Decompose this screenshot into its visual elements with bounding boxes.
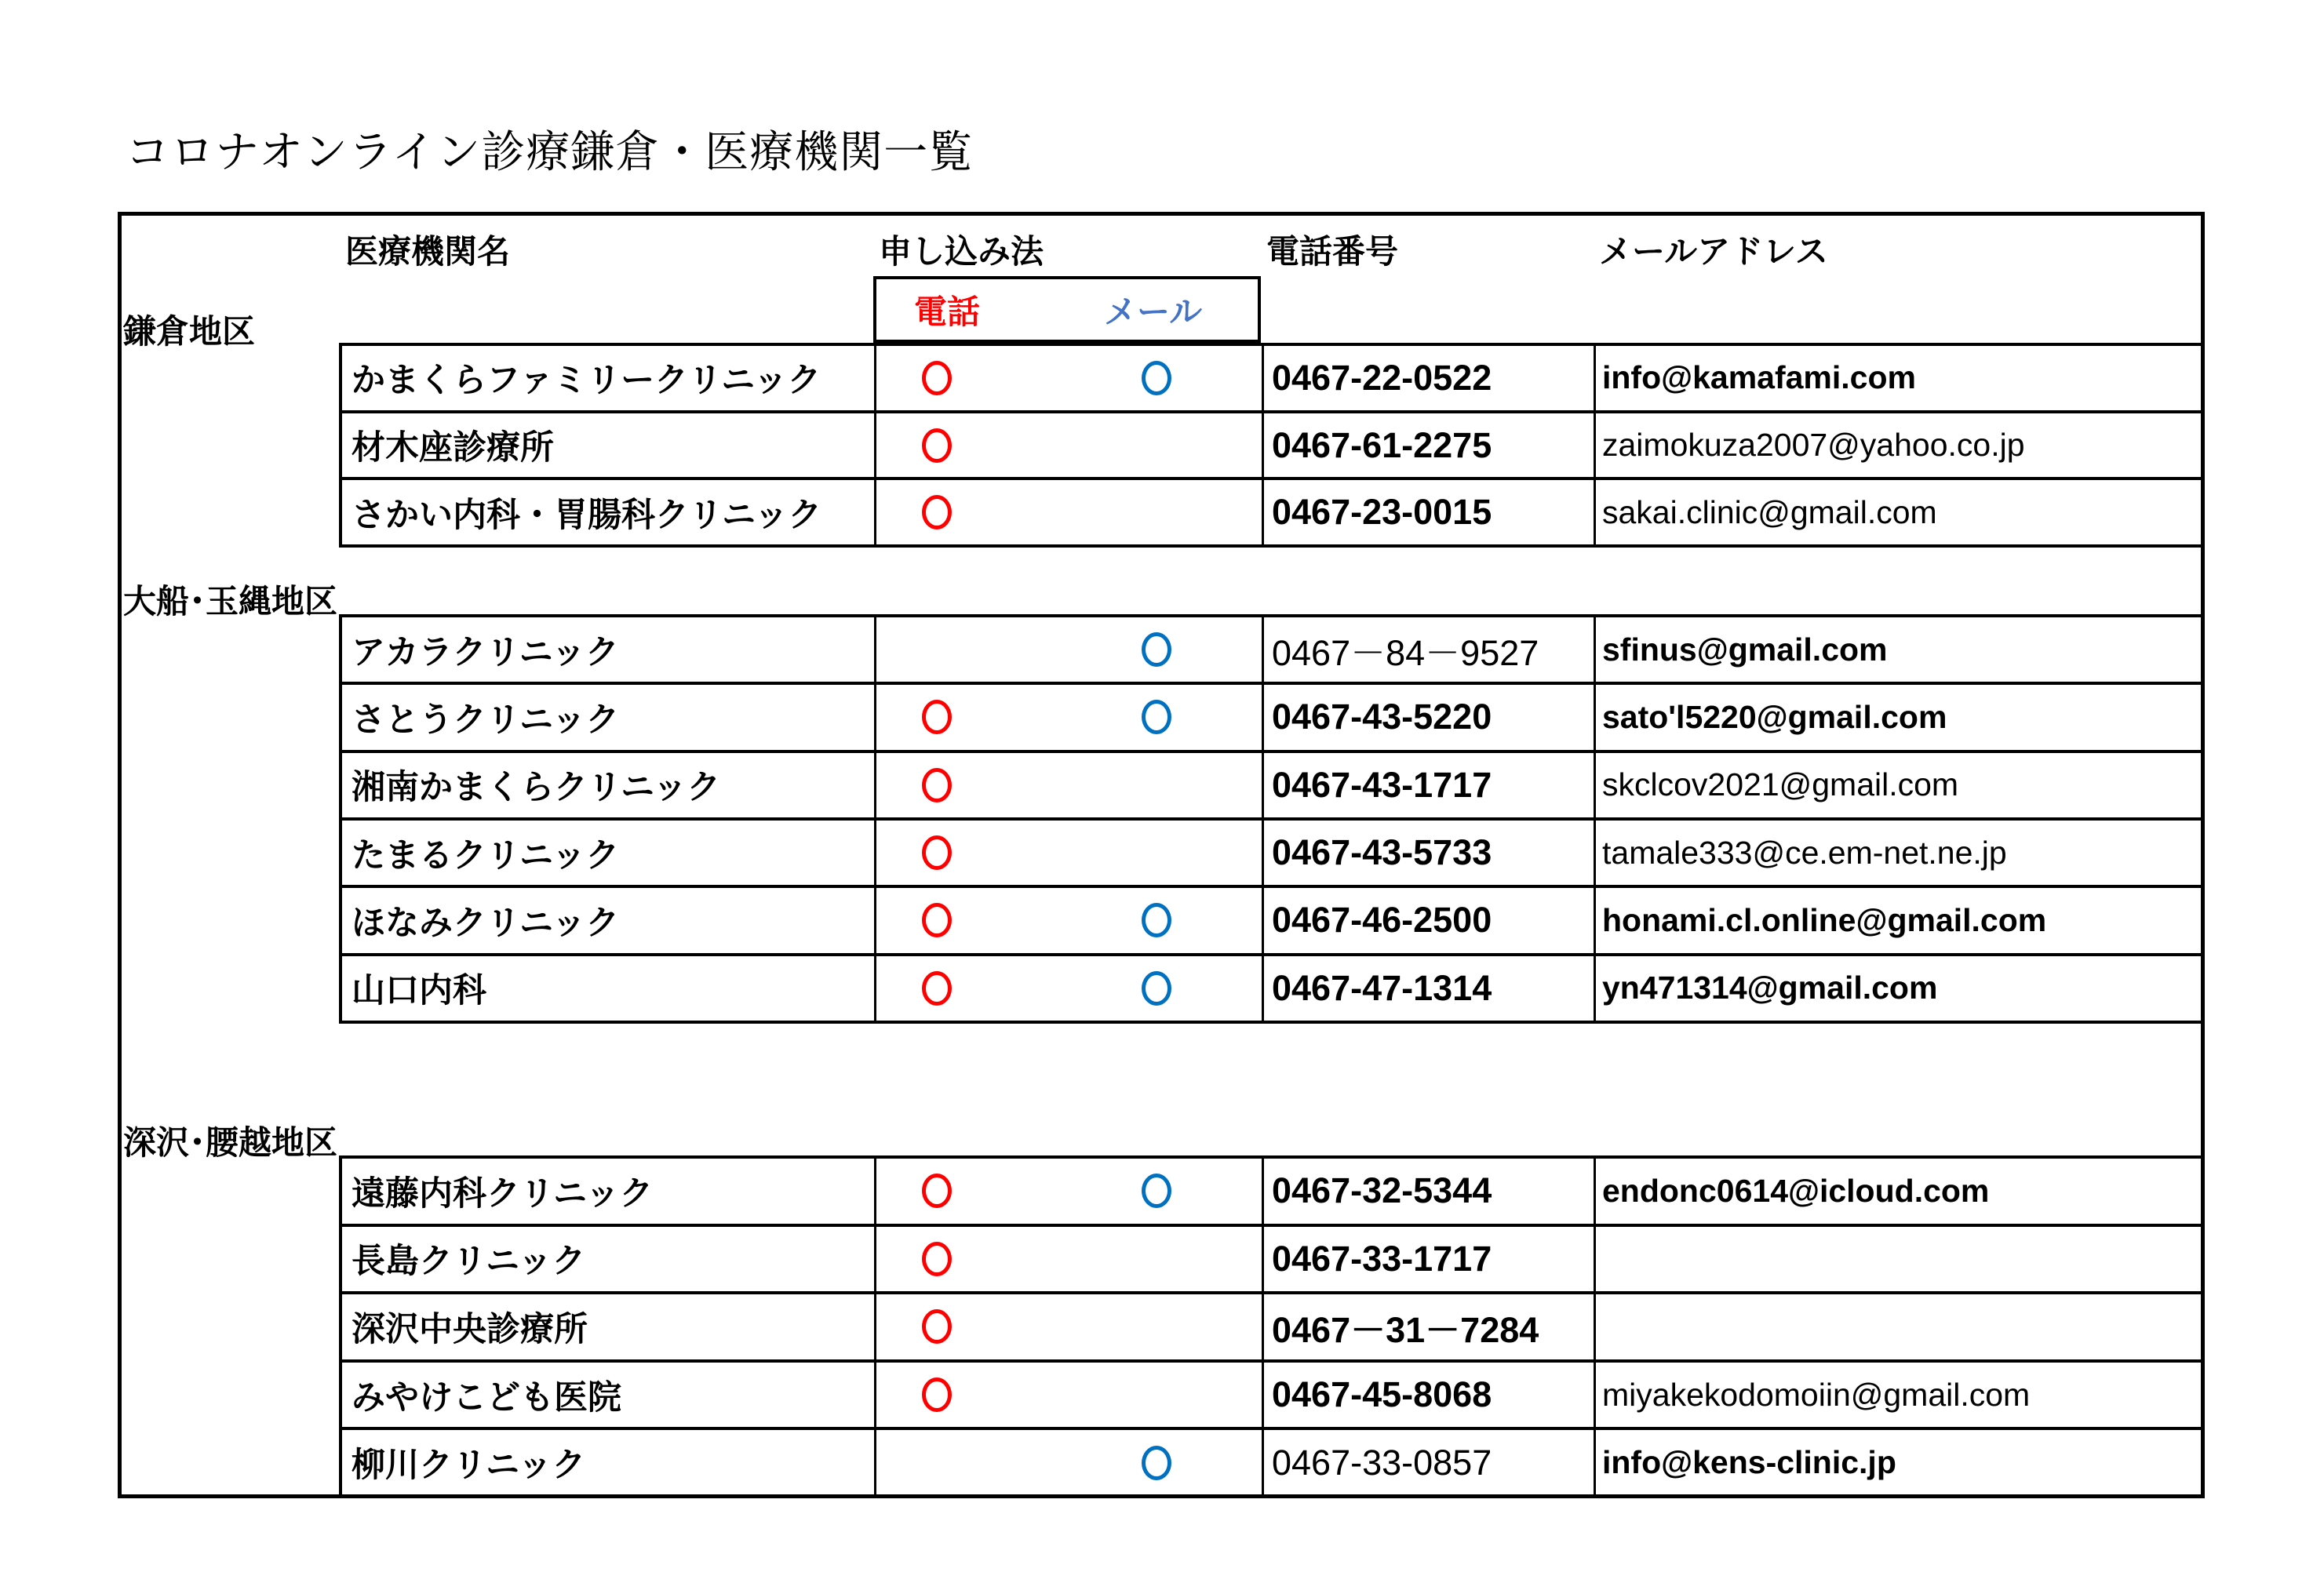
email-address [1596, 1227, 2202, 1292]
email-address: sfinus@gmail.com [1602, 631, 1888, 668]
section-kamakura-rows [339, 343, 2205, 548]
application-method-cell [876, 821, 1264, 885]
clinic-name: みやけこども医院 [342, 1363, 876, 1428]
clinic-name: 材木座診療所 [342, 413, 876, 478]
table-row [342, 1224, 2202, 1292]
phone-available-circle-mark [922, 495, 952, 529]
application-method-cell [876, 888, 1264, 952]
column-header-phone-number: 電話番号 [1266, 233, 1399, 270]
phone-available-circle-mark [922, 1174, 952, 1208]
email-address: tamale333@ce.em-net.ne.jp [1602, 834, 2007, 871]
email-address: honami.cl.online@gmail.com [1602, 901, 2047, 938]
region-label-fukasawa-koshigoe: 深沢･腰越地区 [123, 1124, 338, 1161]
table-row [342, 885, 2202, 952]
phone-number: 0467-23-0015 [1264, 480, 1596, 544]
application-method-cell [876, 480, 1264, 544]
phone-available-circle-mark [922, 1309, 952, 1344]
phone-number: 0467－31－7284 [1264, 1294, 1596, 1359]
phone-number: 0467-45-8068 [1264, 1363, 1596, 1428]
mail-available-circle-mark [1142, 971, 1171, 1006]
phone-available-circle-mark [922, 903, 952, 937]
mail-available-circle-mark [1142, 1174, 1171, 1208]
email-address: info@kamafami.com [1602, 359, 1916, 396]
clinic-name: ほなみクリニック [342, 888, 876, 952]
application-method-cell [876, 413, 1264, 478]
phone-available-circle-mark [922, 700, 952, 734]
phone-number: 0467-33-1717 [1264, 1227, 1596, 1292]
phone-number: 0467-46-2500 [1264, 888, 1596, 952]
phone-available-circle-mark [922, 1377, 952, 1412]
table-row [342, 1427, 2202, 1495]
phone-number: 0467-43-1717 [1264, 753, 1596, 817]
application-method-cell [876, 753, 1264, 817]
column-header-application-method: 申し込み法 [879, 233, 1044, 270]
email-address: sato'l5220@gmail.com [1602, 698, 1947, 735]
table-row [342, 953, 2202, 1021]
email-address [1596, 1294, 2202, 1359]
application-method-cell [876, 1430, 1264, 1495]
clinic-name: 山口内科 [342, 956, 876, 1021]
application-method-cell [876, 1159, 1264, 1224]
subheader-mail-label: メール [1104, 293, 1203, 330]
clinic-name: かまくらファミリークリニック [342, 346, 876, 410]
region-label-ofuna-tamanawa: 大船･玉縄地区 [123, 583, 338, 620]
phone-number: 0467-43-5733 [1264, 821, 1596, 885]
clinic-name: 遠藤内科クリニック [342, 1159, 876, 1224]
phone-number: 0467-47-1314 [1264, 956, 1596, 1021]
table-row [342, 682, 2202, 749]
application-method-cell [876, 1294, 1264, 1359]
column-header-institution-name: 医療機関名 [345, 233, 511, 270]
clinic-name: 湘南かまくらクリニック [342, 753, 876, 817]
phone-number: 0467－84－9527 [1264, 617, 1596, 682]
phone-available-circle-mark [922, 768, 952, 802]
region-label-kamakura: 鎌倉地区 [123, 313, 256, 350]
application-method-cell [876, 1227, 1264, 1292]
phone-number: 0467-33-0857 [1264, 1430, 1596, 1495]
table-row [342, 1359, 2202, 1428]
mail-available-circle-mark [1142, 1446, 1171, 1480]
phone-available-circle-mark [922, 835, 952, 870]
email-address: skclcov2021@gmail.com [1602, 766, 1959, 803]
application-method-cell [876, 346, 1264, 410]
table-row [342, 617, 2202, 682]
phone-available-circle-mark [922, 428, 952, 463]
phone-available-circle-mark [922, 1242, 952, 1276]
phone-available-circle-mark [922, 361, 952, 395]
phone-number: 0467-43-5220 [1264, 685, 1596, 749]
clinic-name: たまるクリニック [342, 821, 876, 885]
subheader-phone-label: 電話 [914, 293, 981, 330]
application-method-cell [876, 617, 1264, 682]
clinic-name: 柳川クリニック [342, 1430, 876, 1495]
mail-available-circle-mark [1142, 903, 1171, 937]
application-method-cell [876, 956, 1264, 1021]
section-ofuna-tamanawa-rows [339, 614, 2205, 1024]
clinic-name: さかい内科・胃腸科クリニック [342, 480, 876, 544]
email-address: info@kens-clinic.jp [1602, 1444, 1896, 1481]
table-row [342, 346, 2202, 410]
email-address: miyakekodomoiin@gmail.com [1602, 1376, 2031, 1413]
phone-number: 0467-32-5344 [1264, 1159, 1596, 1224]
table-row [342, 477, 2202, 544]
clinic-name: 長島クリニック [342, 1227, 876, 1292]
mail-available-circle-mark [1142, 632, 1171, 667]
table-row [342, 817, 2202, 885]
table-row [342, 1159, 2202, 1224]
email-address: endonc0614@icloud.com [1602, 1172, 1990, 1209]
phone-number: 0467-22-0522 [1264, 346, 1596, 410]
email-address: yn471314@gmail.com [1602, 970, 1938, 1006]
mail-available-circle-mark [1142, 361, 1171, 395]
page-title: コロナオンライン診療鎌倉・医療機関一覧 [126, 127, 974, 176]
table-row [342, 750, 2202, 817]
clinic-name: 深沢中央診療所 [342, 1294, 876, 1359]
phone-available-circle-mark [922, 971, 952, 1006]
column-header-email-address: メールアドレス [1599, 233, 1828, 270]
application-method-cell [876, 685, 1264, 749]
phone-number: 0467-61-2275 [1264, 413, 1596, 478]
clinic-name: アカラクリニック [342, 617, 876, 682]
section-fukasawa-koshigoe-rows [339, 1155, 2205, 1498]
email-address: sakai.clinic@gmail.com [1602, 493, 1937, 530]
clinic-name: さとうクリニック [342, 685, 876, 749]
mail-available-circle-mark [1142, 700, 1171, 734]
application-method-cell [876, 1363, 1264, 1428]
application-method-subheader [873, 276, 1261, 343]
table-row [342, 410, 2202, 478]
table-row [342, 1291, 2202, 1359]
email-address: zaimokuza2007@yahoo.co.jp [1602, 427, 2025, 463]
